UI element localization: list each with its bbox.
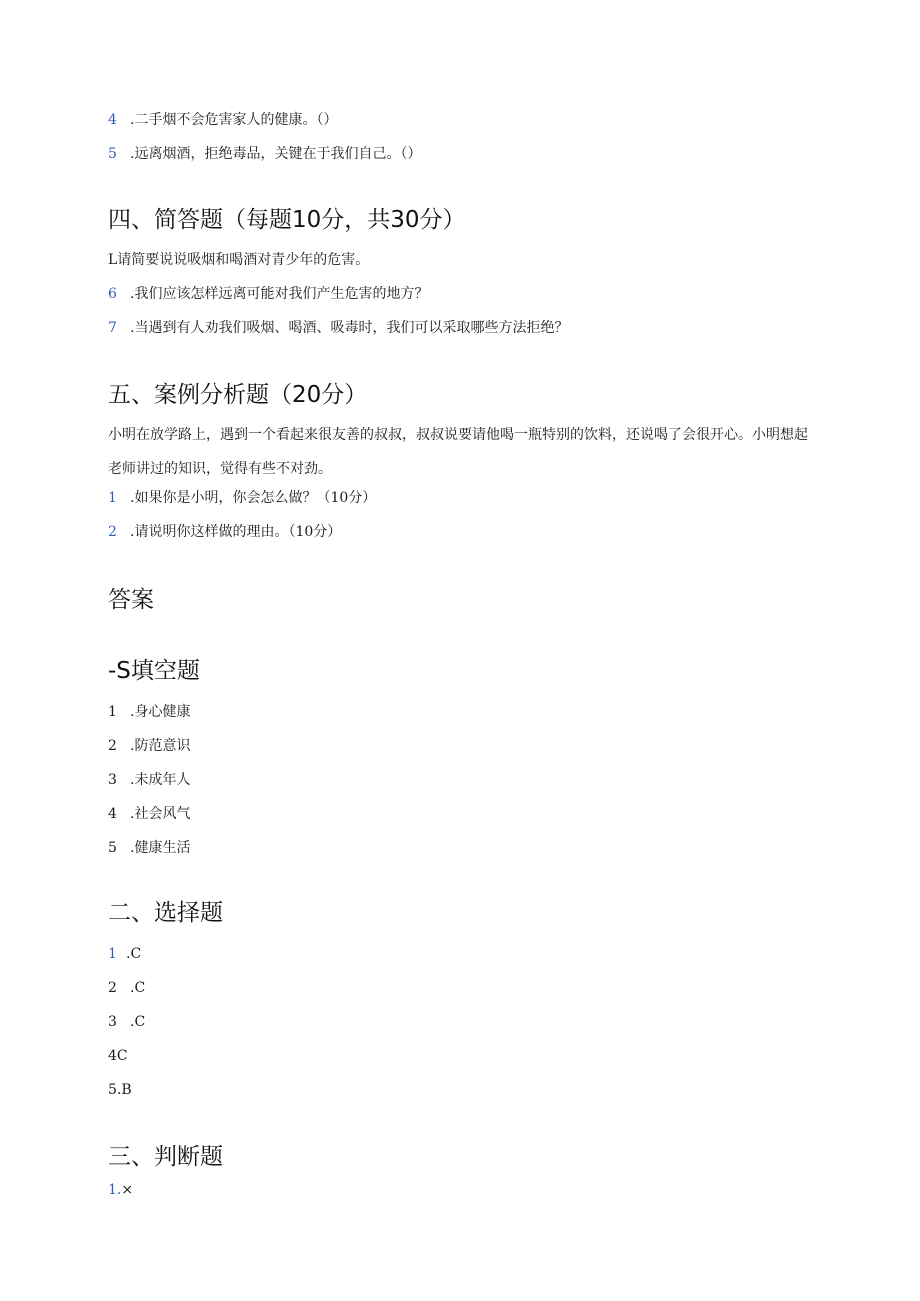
- fill-answer-1: [108, 702, 190, 722]
- question-text: .当遇到有人劝我们吸烟、喝酒、吸毒时，我们可以采取哪些方法拒绝？: [130, 320, 569, 336]
- answer-text: .C: [130, 980, 146, 996]
- fill-answer-5: [108, 838, 190, 858]
- case-question-2: [108, 522, 341, 542]
- section-5-heading: 五、案例分析题（20分）: [108, 382, 368, 408]
- answer-number: 1.: [108, 1182, 122, 1198]
- answer-text: .未成年人: [130, 772, 191, 788]
- section-4-heading: 四、简答题（每题10分，共30分）: [108, 207, 466, 233]
- choice-answer-4: 4C: [108, 1048, 128, 1064]
- question-number: 6: [108, 286, 117, 302]
- answer-text: .C: [130, 1014, 146, 1030]
- answer-number: 3: [108, 1014, 117, 1030]
- question-number: 5: [108, 146, 117, 162]
- choice-answer-1: [108, 944, 141, 964]
- case-question-1: [108, 488, 376, 508]
- judge-heading: 三、判断题: [108, 1144, 223, 1170]
- answer-text: .健康生活: [130, 840, 191, 856]
- answers-heading: 答案: [108, 587, 154, 613]
- short-answer-question-1: L请简要说说吸烟和喝酒对青少年的危害。: [108, 252, 370, 268]
- answer-number: 1: [108, 704, 117, 720]
- answer-text: .C: [126, 946, 142, 962]
- choice-heading: 二、选择题: [108, 900, 223, 926]
- answer-text: .防范意识: [130, 738, 191, 754]
- question-text: .我们应该怎样远离可能对我们产生危害的地方？: [130, 286, 429, 302]
- question-text: .如果你是小明，你会怎么做？（10分）: [130, 490, 377, 506]
- choice-answer-3: [108, 1012, 145, 1032]
- fill-answer-3: [108, 770, 190, 790]
- answer-number: 2: [108, 980, 117, 996]
- case-paragraph: 小明在放学路上，遇到一个看起来很友善的叔叔，叔叔说要请他喝一瓶特别的饮料，还说喝了会很开心。小明想起老师讲过的知识，觉得有些不对劲。: [108, 427, 808, 477]
- choice-answer-2: [108, 978, 145, 998]
- fill-blank-heading: -S填空题: [108, 658, 200, 684]
- question-number: 2: [108, 524, 117, 540]
- question-number: 4: [108, 112, 117, 128]
- question-text: .请说明你这样做的理由。（10分）: [130, 524, 342, 540]
- short-answer-question-6: [108, 284, 428, 304]
- question-number: 7: [108, 320, 117, 336]
- judge-question-5: [108, 144, 421, 164]
- choice-answer-5: 5.B: [108, 1082, 132, 1098]
- fill-answer-2: [108, 736, 190, 756]
- fill-answer-4: [108, 804, 190, 824]
- question-text: .远离烟酒，拒绝毒品，关键在于我们自己。（）: [130, 146, 422, 162]
- answer-number: 5: [108, 840, 117, 856]
- question-number: 1: [108, 490, 117, 506]
- answer-number: 1: [108, 946, 117, 962]
- answer-number: 4: [108, 806, 117, 822]
- judge-answer-1: [108, 1180, 133, 1200]
- cross-mark: ×: [121, 1182, 134, 1198]
- question-text: .二手烟不会危害家人的健康。（）: [130, 112, 338, 128]
- judge-question-4: [108, 110, 337, 130]
- answer-text: .社会风气: [130, 806, 191, 822]
- answer-number: 3: [108, 772, 117, 788]
- answer-number: 2: [108, 738, 117, 754]
- answer-text: .身心健康: [130, 704, 191, 720]
- short-answer-question-7: [108, 318, 568, 338]
